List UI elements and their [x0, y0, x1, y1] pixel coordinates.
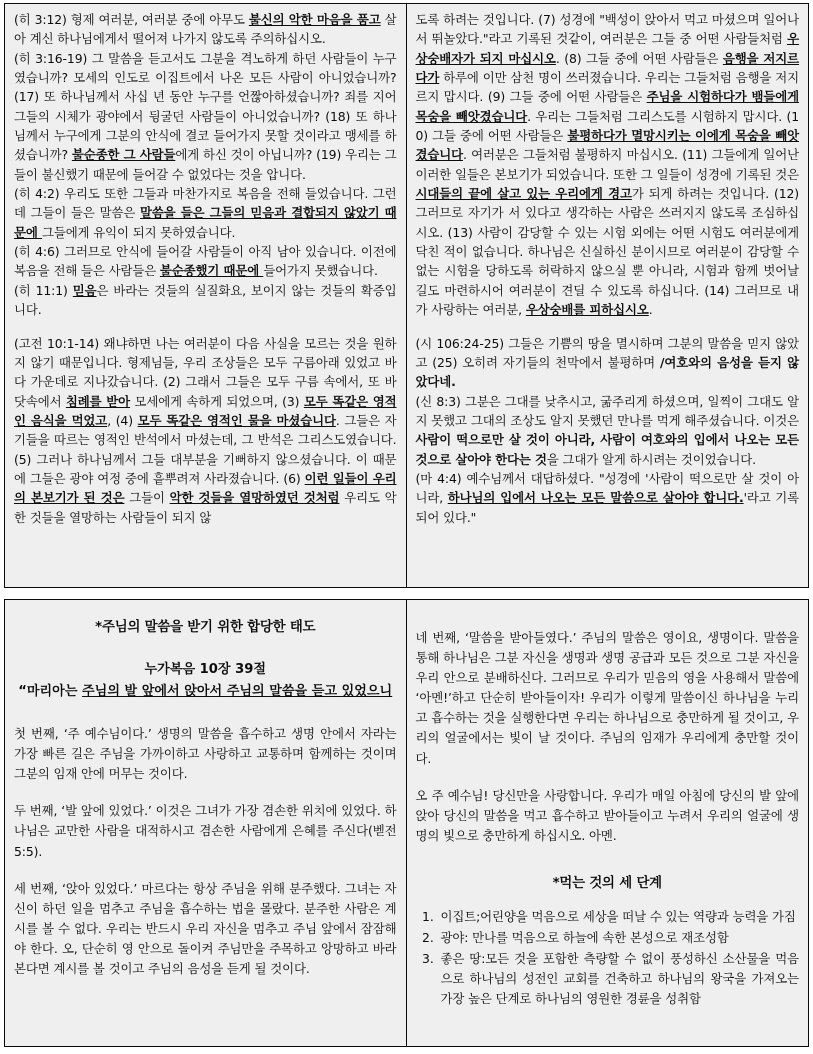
text-segment: 하루에 이만 삼천 명이 쓰러졌습니다. 우리는 그들처럼 음행을 저지르지 맙시다. (9) 그들 중에 어떤 사람들은 — [415, 70, 799, 105]
text-segment: 불순종한 그 사람들 — [71, 147, 176, 163]
text-segment: . — [648, 302, 653, 318]
text-segment: 침례를 받아 — [65, 393, 131, 409]
text-segment: 그들에게 유익이 되지 못하였습니다. — [41, 224, 236, 240]
text-segment: 하나님의 입에서 나오는 모든 말씀으로 살아야 합니다. — [447, 490, 744, 506]
text-segment: (히 4:2) 우리도 또한 그들과 마찬가지로 복음을 전해 들었습니다. 그런데 그들이 들은 말씀은 — [14, 186, 397, 221]
text-segment: (히 4:6) 그러므로 안식에 들어갈 사람들이 아직 남아 있습니다. 이전에 복음을 전해 들은 사람들은 — [14, 244, 397, 279]
step-item: 2. 광야: 만나를 먹음으로 하늘에 속한 본성으로 재조성함 — [438, 928, 800, 948]
message-right-column — [407, 600, 809, 1046]
text-segment: 들어가지 못했습니다. — [263, 263, 378, 279]
message-paragraph — [14, 879, 397, 979]
text-segment: 모두 똑같은 영적인 음식을 먹었고 — [14, 393, 397, 428]
scripture-block — [416, 10, 800, 320]
steps-list — [416, 907, 800, 1009]
text-segment: (고전 10:1-14) 왜냐하면 나는 여러분이 다음 사실을 모르는 것을 원하지 않기 때문입니다. 형제님들, 우리 조상들은 모두 구름아래 있었고 바다 가운데로 지나갔습니다. (2) 그래서 그들은 모두 구름 속에서, 또 바닷속에서 — [14, 335, 397, 409]
text-segment: 사람이 떡으로만 살 것이 아니라, 사람이 여호와의 입에서 나오는 모든 것으로 살아야 한다는 것 — [415, 432, 799, 467]
verse-text-underlined: 주님의 발 앞에서 앉아서 주님의 말씀을 듣고 있었으니 — [82, 683, 393, 699]
text-segment: 그들이 — [124, 490, 170, 506]
text-segment: 불신의 악한 마음을 품고 — [248, 12, 381, 27]
text-segment: 두 번째, ‘발 앞에 있었다.’ 이것은 그녀가 가장 겸손한 위치에 있었다. 하나님은 교만한 사람을 대적하시고 겸손한 사람에게 은혜를 주신다(벧전 5:5). — [14, 803, 397, 859]
text-segment: 시대들의 끝에 살고 있는 우리에게 경고 — [415, 186, 632, 202]
scripture-block — [14, 10, 397, 49]
text-segment: 우상숭배자가 되지 마십시오 — [415, 31, 799, 66]
text-segment: 주님을 시험하다가 뱀들에게 목숨을 빼앗겼습니다 — [415, 89, 799, 124]
scripture-right-column — [407, 4, 809, 587]
verse-reference: 누가복음 10장 39절 — [144, 662, 266, 678]
scripture-left-blocks — [14, 10, 397, 527]
message-left-column — [5, 600, 407, 1046]
text-segment: . 우리는 그들처럼 그리스도를 시험하지 맙시다. (10) 그들 중에 어떤 사람들은 — [415, 108, 799, 144]
text-segment: (시 106:24-25) 그들은 기쁨의 땅을 멸시하며 그분의 말씀을 믿지 않았고 (25) 오히려 자기들의 천막에서 불평하며 — [415, 335, 799, 370]
scripture-right-blocks — [416, 10, 800, 527]
text-segment: (마 4:4) 예수님께서 대답하셨다. "성경에 '사람이 떡으로만 살 것이 아니라, — [415, 470, 799, 506]
scripture-block — [416, 334, 800, 392]
scripture-block — [14, 49, 397, 184]
text-segment: 도록 하려는 것입니다. (7) 성경에 "백성이 앉아서 먹고 마셨으며 일어나서 뛰놀았다."라고 기록된 것같이, 여러분은 그들 중 어떤 사람들처럼 — [415, 12, 799, 47]
steps-title: *먹는 것의 세 단계 — [552, 875, 662, 891]
text-segment: , (4) — [107, 412, 138, 428]
message-paragraph — [14, 724, 397, 784]
text-segment: 음행을 저지르다가 — [415, 50, 799, 86]
message-paragraph — [416, 786, 800, 846]
message-title: *주님의 말씀을 받기 위한 합당한 태도 — [95, 620, 316, 635]
verse-text — [14, 682, 397, 702]
text-segment: 에게 하신 것이 아닙니까? (19) 우리는 그들이 불신했기 때문에 들어갈 수 없었다는 것을 압니다. — [14, 147, 397, 182]
text-segment: (히 11:1) — [14, 282, 73, 298]
text-segment: 우리도 악한 것들을 열망하는 사람들이 되지 않 — [14, 490, 397, 525]
text-segment: 모세에게 속하게 되었으며, (3) — [130, 393, 304, 409]
text-segment: 첫 번째, ‘주 예수님이다.’ 생명의 말씀을 흡수하고 생명 안에서 자라는 가장 빠른 길은 주님을 가까이하고 사랑하고 교통하며 함께하는 것이며 그분의 임재 안에 머무는 것이다. — [14, 726, 397, 782]
scripture-block — [416, 469, 800, 527]
text-segment: 세 번째, ‘앉아 있었다.’ 마르다는 항상 주님을 위해 분주했다. 그녀는 자신이 하던 일을 멈추고 주님을 흡수하는 법을 몰랐다. 분주한 사람은 계시를 볼 수 없다. 우리는 반드시 우리 자신을 멈추고 주님 앞에서 잠잠해야 한다. 오, 단순히 영 안으로 돌이켜 주님만을 주목하고 앙망하고 바라본다면 계시를 볼 것이고 주님의 음성을 듣게 될 것이다. — [14, 880, 397, 976]
step-item: 1. 이집트;어린양을 먹음으로 세상을 떠날 수 있는 역량과 능력을 가짐 — [438, 907, 800, 927]
message-panel — [4, 599, 809, 1047]
text-segment: 모두 똑같은 영적인 물을 마셨습니다 — [137, 412, 336, 428]
text-segment: /여호와의 음성을 듣지 않았다네. — [415, 354, 799, 390]
text-segment: 우상숭배를 피하십시오 — [525, 302, 649, 318]
message-paragraph — [416, 628, 800, 769]
text-segment: 네 번째, ‘말씀을 받아들였다.’ 주님의 말씀은 영이요, 생명이다. 말씀을 통해 하나님은 그분 자신을 생명과 생명 공급과 모든 것으로 그분 자신을 우리 안으로 분배하신다. 그러므로 우리가 믿음의 영을 사용해서 말씀에 ‘아멘!’하고 단순히 받아들이자! 우리가 이렇게 말씀이신 하나님을 누리고 흡수하는 것을 실행한다면 우리는 하나님으로 충만하게 될 것이고, 우리의 얼굴에서는 빛이 날 것이다. 주님의 임재가 우리에게 충만할 것이다. — [415, 630, 799, 766]
message-left-paragraphs — [14, 724, 397, 979]
text-segment: . (8) 그들 중에 어떤 사람들은 — [555, 50, 723, 66]
text-segment: 이런 일들이 우리의 본보기가 된 것은 — [14, 470, 397, 506]
text-segment: 가 되게 하려는 것입니다. (12) 그러므로 자기가 서 있다고 생각하는 사람은 쓰러지지 않도록 조심하십시오. (13) 사람이 감당할 수 있는 시험 외에는 어떤 시험도 여러분에게 닥친 적이 없습니다. 하나님은 신실하신 분이시므로 여러분이 감당할 수 없는 시험을 당하도록 허락하지 않으실 뿐 아니라, 시험과 함께 벗어날 길도 마련하시어 여러분이 견딜 수 있도록 하십니다. (14) 그러므로 내가 사랑하는 여러분, — [415, 186, 799, 318]
message-paragraph — [14, 801, 397, 861]
scripture-left-column — [5, 4, 407, 587]
text-segment: (신 8:3) 그분은 그대를 낮추시고, 굶주리게 하셨으며, 일찍이 그대도 알지 못했고 그대의 조상도 알지 못했던 만나를 먹게 해주셨습니다. 이것은 — [415, 393, 799, 428]
scripture-block — [14, 242, 397, 281]
text-segment: 믿음 — [72, 282, 97, 298]
step-item: 3. 좋은 땅:모든 것을 포함한 측량할 수 없이 풍성하신 소산물을 먹음으로 하나님의 성전인 교회를 건축하고 하나님의 왕국을 가져오는 가장 높은 단계로 하나님의 영원한 경륜을 성취함 — [438, 949, 800, 1009]
scripture-panel — [4, 3, 809, 588]
text-segment: (히 3:12) 형제 여러분, 여러분 중에 아무도 — [14, 12, 249, 27]
text-segment: 불순종했기 때문에 — [159, 263, 264, 279]
verse-text-prefix: “마리아는 — [18, 683, 83, 699]
text-segment: '라고 기록되어 있다." — [415, 490, 800, 525]
text-segment: 을 그대가 알게 하시려는 것이었습니다. — [546, 451, 756, 467]
text-segment: (히 3:16-19) 그 말씀을 듣고서도 그분을 격노하게 하던 사람들이 누구였습니까? 모세의 인도로 이집트에서 나온 모든 사람이 아니었습니까? (17) 또 하나님께서 사십 년 동안 누구를 언짢아하셨습니까? 죄를 지어 그들의 시체가 광야에서 뒹굴던 사람들이 아니었습니까? (18) 또 하나님께서 누구에게 그분의 안식에 결코 들어가지 못할 것이라고 맹세를 하셨습니까? — [14, 50, 397, 163]
text-segment: . 여러분은 그들처럼 불평하지 마십시오. (11) 그들에게 일어난 이러한 일들은 본보기가 되었습니다. 또한 그 일들이 성경에 기록된 것은 — [415, 147, 799, 182]
message-right-paragraphs — [416, 628, 800, 846]
text-segment: 불평하다가 멸망시키는 이에게 목숨을 빼앗겼습니다 — [415, 128, 799, 163]
scripture-block — [14, 184, 397, 242]
text-segment: 악한 것들을 열망하였던 것처럼 — [169, 490, 340, 506]
text-segment: 오 주 예수님! 당신만을 사랑합니다. 우리가 매일 아침에 당신의 발 앞에 앉아 당신의 말씀을 먹고 흡수하고 받아들이고 누려서 우리의 얼굴에 생명의 빛으로 충만하게 하십시오. 아멘. — [415, 787, 799, 843]
text-segment: . 그들은 자기들을 따르는 영적인 반석에서 마셨는데, 그 반석은 그리스도였습니다. (5) 그러나 하나님께서 그들 대부분을 기뻐하지 않으셨습니다. 이 때문에 그들은 광야 여정 중에 흩뿌려져 사라졌습니다. (6) — [14, 412, 397, 486]
text-segment: 은 바라는 것들의 실질화요, 보이지 않는 것들의 확증입니다. — [14, 282, 397, 318]
text-segment: 살아 계신 하나님에게서 떨어져 나가지 않도록 주의하십시오. — [14, 12, 397, 47]
text-segment: 말씀을 들은 그들의 믿음과 결합되지 않았기 때문에 — [14, 205, 397, 240]
scripture-block — [14, 334, 397, 527]
scripture-block — [416, 392, 800, 469]
scripture-block — [14, 281, 397, 320]
